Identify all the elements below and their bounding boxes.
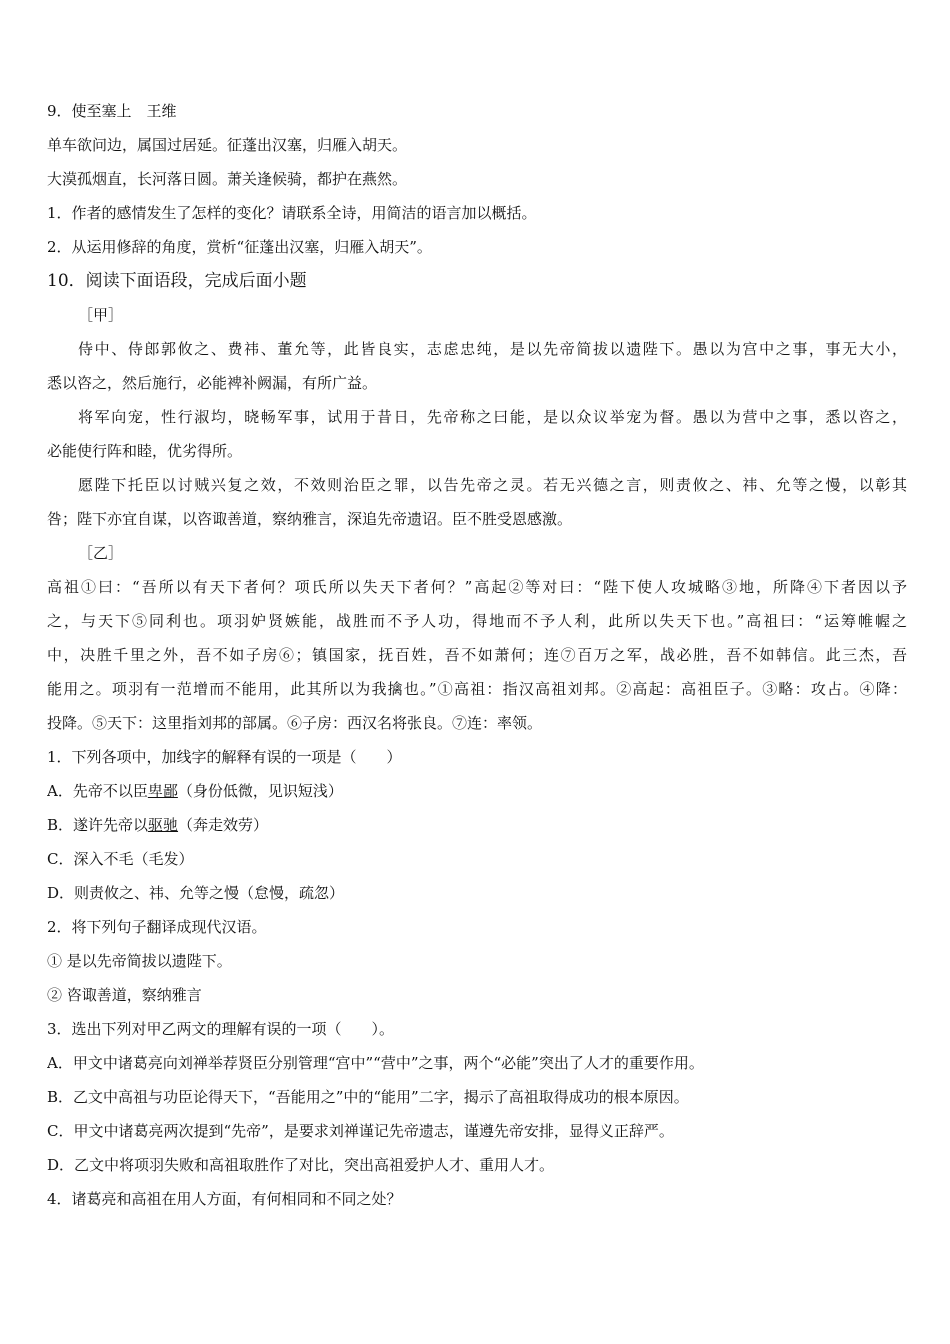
option-a (47, 777, 907, 811)
option-a: A．甲文中诸葛亮向刘禅举荐贤臣分别管理“宫中”“营中”之事，两个“必能”突出了人才的重要作用。 (47, 1054, 704, 1072)
option-d: D．乙文中将项羽失败和高祖取胜作了对比，突出高祖爱护人才、重用人才。 (47, 1156, 555, 1174)
sub-question-3: 3．选出下列对甲乙两文的理解有误的一项（ ）。 (47, 1020, 395, 1038)
passage-line: 中，决胜千里之外，吾不如子房⑥；镇国家，抚百姓，吾不如萧何；连⑦百万之军，战必胜，吾不如韩信。此三杰，吾 (47, 646, 907, 664)
sub-question-4: 4．诸葛亮和高祖在用人方面，有何相同和不同之处？ (47, 1190, 402, 1208)
option-c: C．深入不毛（毛发） (47, 850, 194, 868)
option-text: （身份低微，见识短浅） (177, 782, 343, 800)
option-text: A．先帝不以臣 (47, 782, 148, 800)
option-c: C．甲文中诸葛亮两次提到“先帝”，是要求刘禅谨记先帝遗志，谨遵先帝安排，显得义正辞严。 (47, 1122, 674, 1140)
translate-item: ① 是以先帝简拔以遗陛下。 (47, 952, 232, 970)
option-b: B．乙文中高祖与功臣论得天下，“吾能用之”中的“能用”二字，揭示了高祖取得成功的根本原因。 (47, 1088, 689, 1106)
passage-line: 咎；陛下亦宜自谋，以咨诹善道，察纳雅言，深追先帝遗诏。臣不胜受恩感激。 (47, 510, 573, 528)
question: 1．作者的感情发生了怎样的变化？请联系全诗，用简洁的语言加以概括。 (47, 204, 537, 222)
q10-title: 10．阅读下面语段，完成后面小题 (47, 271, 307, 291)
option-text: B．遂许先帝以 (47, 816, 149, 834)
q9-title: 9．使至塞上 王维 (47, 102, 177, 120)
sub-question-2: 2．将下列句子翻译成现代汉语。 (47, 918, 267, 936)
translate-item: ② 咨诹善道，察纳雅言 (47, 986, 202, 1004)
passage-line: 侍中、侍郎郭攸之、费祎、董允等，此皆良实，志虑忠纯，是以先帝简拔以遗陛下。愚以为宫中之事，事无大小， (78, 340, 907, 358)
sub-question-1: 1．下列各项中，加线字的解释有误的一项是（ ） (47, 748, 402, 766)
passage-line: 悉以咨之，然后施行，必能裨补阙漏，有所广益。 (47, 374, 378, 392)
underlined-word: 驱驰 (148, 816, 179, 834)
passage-line: 将军向宠，性行淑均，晓畅军事，试用于昔日，先帝称之曰能，是以众议举宠为督。愚以为营中之事，悉以咨之， (78, 408, 907, 426)
passage-line: 必能使行阵和睦，优劣得所。 (47, 442, 243, 460)
passage-line: 愿陛下托臣以讨贼兴复之效，不效则治臣之罪，以告先帝之灵。若无兴德之言，则责攸之、祎、允等之慢，以彰其 (78, 476, 907, 494)
document-content (47, 97, 907, 1219)
underlined-word: 卑鄙 (147, 782, 178, 800)
section-label-yi: ［乙］ (78, 544, 124, 562)
passage-line: 投降。⑤天下：这里指刘邦的部属。⑥子房：西汉名将张良。⑦连：率领。 (47, 714, 543, 732)
passage-line: 之，与天下⑤同利也。项羽妒贤嫉能，战胜而不予人功，得地而不予人利，此所以失天下也。”高祖曰：“运筹帷幄之 (47, 612, 907, 630)
option-b (47, 811, 907, 845)
question: 2．从运用修辞的角度，赏析“征蓬出汉塞，归雁入胡天”。 (47, 238, 432, 256)
passage-line: 高祖①曰：“吾所以有天下者何？项氏所以失天下者何？”高起②等对曰：“陛下使人攻城略③地，所降④下者因以予 (47, 578, 907, 596)
option-d: D．则责攸之、祎、允等之慢（怠慢，疏忽） (47, 884, 345, 902)
option-text: （奔走效劳） (178, 816, 269, 834)
poem-line: 大漠孤烟直，长河落日圆。萧关逢候骑，都护在燕然。 (47, 170, 408, 188)
passage-line: 能用之。项羽有一范增而不能用，此其所以为我擒也。”①高祖：指汉高祖刘邦。②高起：高祖臣子。③略：攻占。④降： (47, 680, 907, 698)
section-label-jia: ［甲］ (78, 306, 124, 324)
poem-line: 单车欲问边，属国过居延。征蓬出汉塞，归雁入胡天。 (47, 136, 408, 154)
